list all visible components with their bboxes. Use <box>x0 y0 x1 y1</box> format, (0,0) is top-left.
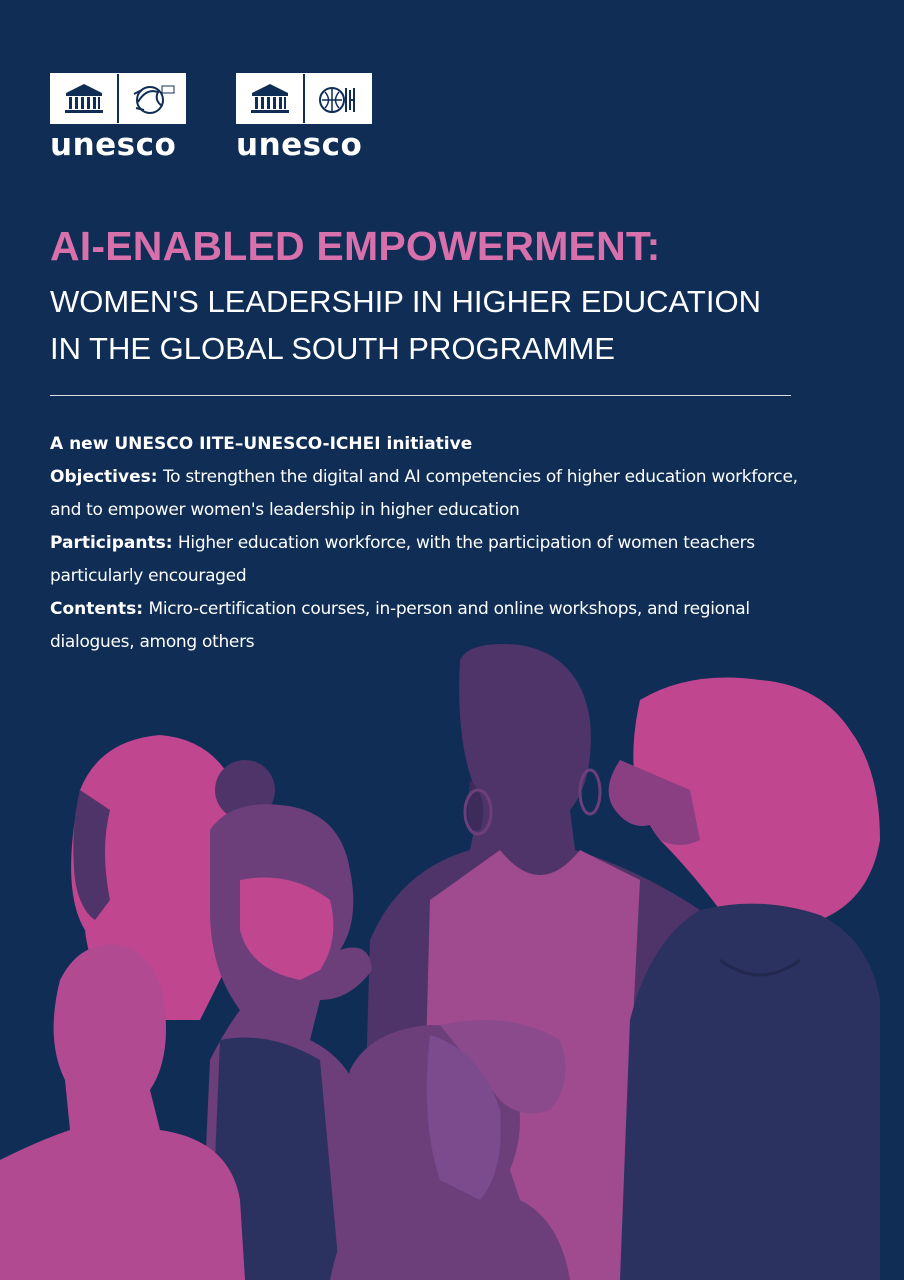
page-subtitle <box>50 278 761 372</box>
women-silhouettes-illustration <box>0 640 904 1280</box>
participants-label: Participants: <box>50 533 173 553</box>
participants-text: Higher education workforce, with the participation of women teachers <box>177 533 755 553</box>
participants-line <box>50 527 820 560</box>
subtitle-line-1: WOMEN'S LEADERSHIP IN HIGHER EDUCATION <box>50 284 761 319</box>
objectives-line <box>50 461 820 494</box>
unesco-ichei-logo <box>236 73 372 162</box>
programme-info <box>50 428 820 659</box>
objectives-text-continued: and to empower women's leadership in higher education <box>50 500 520 520</box>
temple-icon <box>51 75 117 122</box>
objectives-label: Objectives: <box>50 467 158 487</box>
objectives-text: To strengthen the digital and AI competencies of higher education workforce, <box>162 467 798 487</box>
title-divider <box>50 395 791 396</box>
silhouette-right-front-woman <box>620 904 880 1280</box>
contents-line <box>50 593 820 626</box>
contents-text-continued: dialogues, among others <box>50 632 255 652</box>
logo-row <box>50 73 372 162</box>
unesco-wordmark: unesco <box>236 127 363 163</box>
temple-icon <box>237 75 303 122</box>
iite-emblem-icon <box>119 75 185 122</box>
unesco-wordmark: unesco <box>50 127 177 163</box>
ichei-emblem-icon <box>305 75 371 122</box>
page-title: AI-ENABLED EMPOWERMENT: <box>50 223 661 269</box>
logo-emblem-box <box>50 73 186 124</box>
logo-emblem-box <box>236 73 372 124</box>
subtitle-line-2: IN THE GLOBAL SOUTH PROGRAMME <box>50 331 615 366</box>
initiative-lead: A new UNESCO IITE–UNESCO-ICHEI initiative <box>50 434 473 454</box>
contents-text: Micro-certification courses, in-person and online workshops, and regional <box>148 599 750 619</box>
participants-text-continued: particularly encouraged <box>50 566 247 586</box>
unesco-iite-logo <box>50 73 186 162</box>
contents-label: Contents: <box>50 599 144 619</box>
